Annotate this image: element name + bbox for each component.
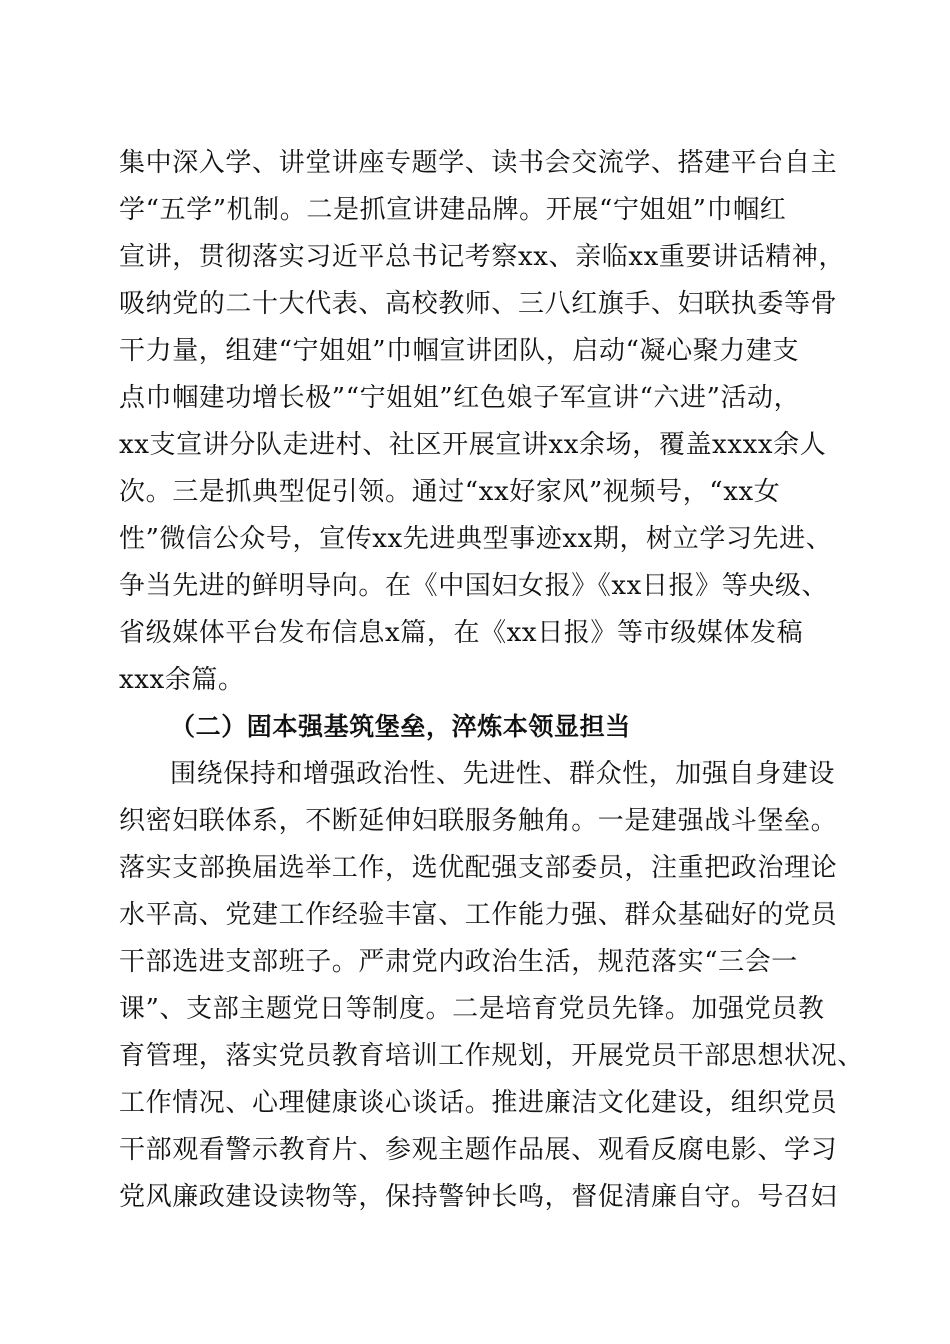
section-heading: （二）固本强基筑堡垒，淬炼本领显担当 [170,712,631,741]
text-line: 学“五学”机制。二是抓宣讲建品牌。开展“宁姐姐”巾帼红 [119,195,787,225]
text-line: 次。三是抓典型促引领。通过“xx好家风”视频号，“xx女 [119,477,781,507]
text-line: 党风廉政建设读物等，保持警钟长鸣，督促清廉自守。号召妇 [119,1182,838,1212]
text-line: xxx余篇。 [119,665,245,695]
text-line: 育管理，落实党员教育培训工作规划，开展党员干部思想状况、 [119,1041,864,1071]
text-line: 吸纳党的二十大代表、高校教师、三八红旗手、妇联执委等骨 [119,289,838,319]
text-line: 干部观看警示教育片、参观主题作品展、观看反腐电影、学习 [119,1135,838,1165]
text-line: 织密妇联体系，不断延伸妇联服务触角。一是建强战斗堡垒。 [119,806,838,836]
text-line: 争当先进的鲜明导向。在《中国妇女报》《xx日报》等央级、 [119,571,829,601]
text-line: 性”微信公众号，宣传xx先进典型事迹xx期，树立学习先进、 [119,524,833,554]
text-line: xx支宣讲分队走进村、社区开展宣讲xx余场，覆盖xxxx余人 [119,430,827,460]
text-line: 干力量，组建“宁姐姐”巾帼宣讲团队，启动“凝心聚力建支 [119,336,800,366]
text-line: 省级媒体平台发布信息x篇，在《xx日报》等市级媒体发稿 [119,618,804,648]
text-line: 点巾帼建功增长极”“宁姐姐”红色娘子军宣讲“六进”活动， [119,383,801,413]
text-line: 落实支部换届选举工作，选优配强支部委员，注重把政治理论 [119,853,838,883]
text-line: 宣讲，贯彻落实习近平总书记考察xx、亲临xx重要讲话精神， [119,242,846,272]
text-line: 干部选进支部班子。严肃党内政治生活，规范落实“三会一 [119,947,798,977]
text-line: 工作情况、心理健康谈心谈话。推进廉洁文化建设，组织党员 [119,1088,838,1118]
text-line: 围绕保持和增强政治性、先进性、群众性，加强自身建设 [170,759,836,789]
text-line: 集中深入学、讲堂讲座专题学、读书会交流学、搭建平台自主 [119,148,838,178]
text-line: 课”、支部主题党日等制度。二是培育党员先锋。加强党员教 [119,994,825,1024]
text-line: 水平高、党建工作经验丰富、工作能力强、群众基础好的党员 [119,900,838,930]
